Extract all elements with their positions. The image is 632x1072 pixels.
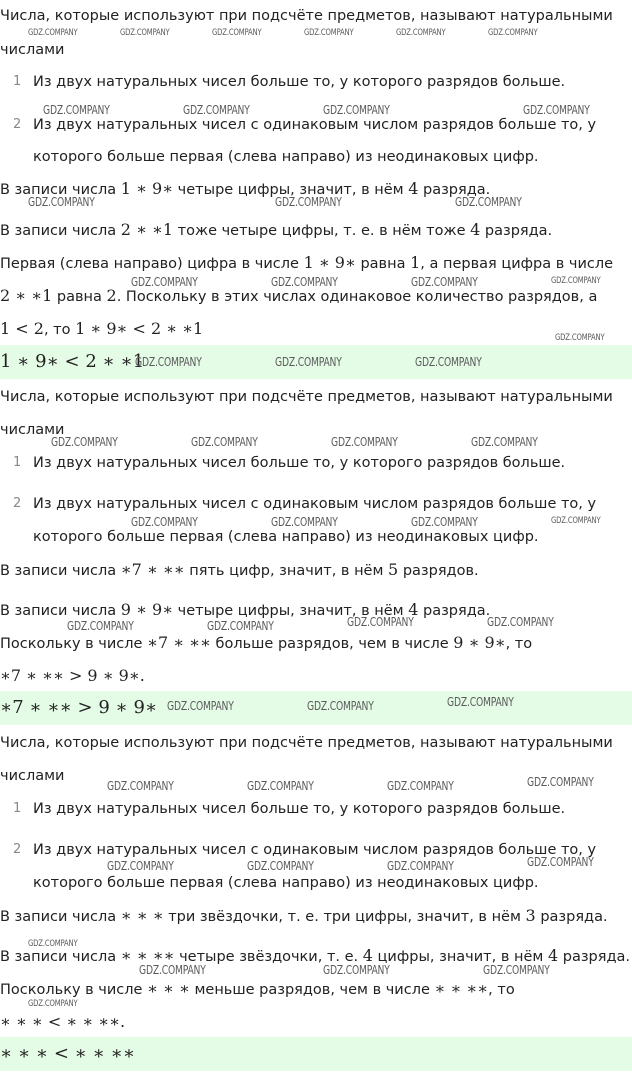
reasoning-line: В записи числа 9 ∗ 9∗ четыре цифры, значит, в нём 4 разряда. [0, 600, 491, 619]
math-expression: 1 ∗ 9∗ < 2 ∗ ∗1 [75, 319, 204, 338]
rule-text: Из двух натуральных чисел больше то, у которого разрядов больше. [33, 801, 566, 817]
math-expression: ∗7 ∗ ∗∗ > 9 ∗ 9∗. [0, 666, 145, 685]
watermark-text: GDZ.COMPANY [207, 619, 274, 633]
watermark-text: GDZ.COMPANY [307, 699, 374, 713]
watermark-text: GDZ.COMPANY [271, 275, 338, 289]
watermark-text: GDZ.COMPANY [212, 28, 262, 38]
reasoning-line: Первая (слева направо) цифра в числе 1 ∗ 9∗ равна 1, а первая цифра в числе [0, 253, 614, 272]
watermark-text: GDZ.COMPANY [527, 775, 594, 789]
rule-number: 1 [13, 74, 22, 89]
watermark-text: GDZ.COMPANY [183, 103, 250, 117]
watermark-text: GDZ.COMPANY [483, 963, 550, 977]
math-expression: ∗ ∗ ∗∗ [434, 979, 489, 998]
math-expression: ∗7 ∗ ∗∗ [120, 560, 185, 579]
watermark-text: GDZ.COMPANY [488, 28, 538, 38]
watermark-text: GDZ.COMPANY [331, 435, 398, 449]
math-number: 4 [470, 220, 481, 239]
reasoning-line: Поскольку в числе ∗7 ∗ ∗∗ больше разрядов, чем в числе 9 ∗ 9∗, то [0, 633, 533, 652]
rule-text: которого больше первая (слева направо) из неодинаковых цифр. [33, 875, 539, 891]
watermark-text: GDZ.COMPANY [304, 28, 354, 38]
intro-line: Числа, которые используют при подсчёте предметов, называют натуральными [0, 735, 613, 751]
watermark-text: GDZ.COMPANY [120, 28, 170, 38]
watermark-text: GDZ.COMPANY [107, 859, 174, 873]
watermark-text: GDZ.COMPANY [135, 355, 202, 369]
watermark-text: GDZ.COMPANY [455, 195, 522, 209]
watermark-text: GDZ.COMPANY [555, 333, 605, 343]
reasoning-line: 2 ∗ ∗1 равна 2. Поскольку в этих числах одинаковое количество разрядов, а [0, 286, 598, 305]
watermark-text: GDZ.COMPANY [167, 699, 234, 713]
watermark-text: GDZ.COMPANY [415, 355, 482, 369]
answer-box: 1 ∗ 9∗ < 2 ∗ ∗1 [0, 345, 632, 379]
reasoning-line: В записи числа ∗7 ∗ ∗∗ пять цифр, значит, в нём 5 разрядов. [0, 560, 479, 579]
watermark-text: GDZ.COMPANY [551, 516, 601, 526]
rule-text: которого больше первая (слева направо) из неодинаковых цифр. [33, 149, 539, 165]
reasoning-line: В записи числа 1 ∗ 9∗ четыре цифры, значит, в нём 4 разряда. [0, 179, 491, 198]
reasoning-line: В записи числа ∗ ∗ ∗∗ четыре звёздочки, т. е. 4 цифры, значит, в нём 4 разряда. [0, 946, 630, 965]
math-expression: 9 ∗ 9∗ [120, 600, 174, 619]
watermark-text: GDZ.COMPANY [131, 275, 198, 289]
math-number: 5 [388, 560, 399, 579]
math-expression: 1 ∗ 9∗ [303, 253, 356, 272]
math-number: 1 [410, 253, 421, 272]
math-number: 4 [408, 600, 419, 619]
math-expression: 1 ∗ 9∗ [120, 179, 174, 198]
math-expression: ∗ ∗ ∗ < ∗ ∗ ∗∗. [0, 1012, 126, 1031]
watermark-text: GDZ.COMPANY [275, 355, 342, 369]
math-number: 4 [408, 179, 419, 198]
watermark-text: GDZ.COMPANY [387, 859, 454, 873]
watermark-text: GDZ.COMPANY [51, 435, 118, 449]
watermark-text: GDZ.COMPANY [247, 859, 314, 873]
math-expression: ∗ ∗ ∗ [147, 979, 190, 998]
watermark-text: GDZ.COMPANY [347, 615, 414, 629]
reasoning-line: В записи числа ∗ ∗ ∗ три звёздочки, т. е. три цифры, значит, в нём 3 разряда. [0, 906, 608, 925]
watermark-text: GDZ.COMPANY [487, 615, 554, 629]
watermark-text: GDZ.COMPANY [28, 195, 95, 209]
watermark-text: GDZ.COMPANY [323, 963, 390, 977]
watermark-text: GDZ.COMPANY [471, 435, 538, 449]
watermark-text: GDZ.COMPANY [323, 103, 390, 117]
rule-text: Из двух натуральных чисел больше то, у которого разрядов больше. [33, 74, 566, 90]
rule-text: Из двух натуральных чисел с одинаковым числом разрядов больше то, у [33, 842, 597, 858]
watermark-text: GDZ.COMPANY [67, 619, 134, 633]
intro-line: Числа, которые используют при подсчёте предметов, называют натуральными [0, 8, 613, 24]
watermark-text: GDZ.COMPANY [131, 515, 198, 529]
math-number: 2 [106, 286, 117, 305]
intro-line: числами [0, 768, 65, 784]
watermark-text: GDZ.COMPANY [275, 195, 342, 209]
rule-number: 2 [13, 496, 22, 511]
math-expression: 2 ∗ ∗1 [0, 286, 53, 305]
watermark-text: GDZ.COMPANY [247, 779, 314, 793]
math-expression: ∗ ∗ ∗ [120, 906, 164, 925]
rule-number: 2 [13, 117, 22, 132]
reasoning-line [0, 666, 145, 687]
reasoning-line: Поскольку в числе ∗ ∗ ∗ меньше разрядов, чем в числе ∗ ∗ ∗∗, то [0, 979, 515, 998]
reasoning-line: 1 < 2, то 1 ∗ 9∗ < 2 ∗ ∗1 [0, 319, 204, 338]
math-number: 4 [362, 946, 373, 965]
rule-number: 1 [13, 801, 22, 816]
math-expression: 1 < 2 [0, 319, 44, 338]
watermark-text: GDZ.COMPANY [191, 435, 258, 449]
watermark-text: GDZ.COMPANY [447, 695, 514, 709]
watermark-text: GDZ.COMPANY [43, 103, 110, 117]
math-number: 3 [525, 906, 536, 925]
math-expression: 9 ∗ 9∗ [453, 633, 506, 652]
rule-text: Из двух натуральных чисел с одинаковым числом разрядов больше то, у [33, 117, 597, 133]
watermark-text: GDZ.COMPANY [411, 515, 478, 529]
watermark-text: GDZ.COMPANY [271, 515, 338, 529]
rule-number: 1 [13, 455, 22, 470]
watermark-text: GDZ.COMPANY [396, 28, 446, 38]
watermark-text: GDZ.COMPANY [551, 276, 601, 286]
answer-box: ∗7 ∗ ∗∗ > 9 ∗ 9∗ [0, 691, 632, 725]
watermark-text: GDZ.COMPANY [411, 275, 478, 289]
intro-line: числами [0, 422, 65, 438]
math-expression: 2 ∗ ∗1 [120, 220, 174, 239]
intro-line: Числа, которые используют при подсчёте предметов, называют натуральными [0, 389, 613, 405]
watermark-text: GDZ.COMPANY [139, 963, 206, 977]
watermark-text: GDZ.COMPANY [28, 28, 78, 38]
watermark-text: GDZ.COMPANY [523, 103, 590, 117]
reasoning-line [0, 1012, 125, 1033]
rule-text: Из двух натуральных чисел с одинаковым числом разрядов больше то, у [33, 496, 597, 512]
math-expression: ∗7 ∗ ∗∗ [147, 633, 211, 652]
rule-number: 2 [13, 842, 22, 857]
rule-text: Из двух натуральных чисел больше то, у которого разрядов больше. [33, 455, 566, 471]
answer-box: ∗ ∗ ∗ < ∗ ∗ ∗∗ [0, 1037, 632, 1071]
watermark-text: GDZ.COMPANY [107, 779, 174, 793]
watermark-text: GDZ.COMPANY [28, 999, 78, 1009]
math-number: 4 [547, 946, 559, 965]
rule-text: которого больше первая (слева направо) из неодинаковых цифр. [33, 529, 539, 545]
watermark-text: GDZ.COMPANY [527, 855, 594, 869]
watermark-text: GDZ.COMPANY [387, 779, 454, 793]
math-expression: ∗ ∗ ∗∗ [120, 946, 175, 965]
reasoning-line: В записи числа 2 ∗ ∗1 тоже четыре цифры, т. е. в нём тоже 4 разряда. [0, 220, 553, 239]
intro-line: числами [0, 42, 65, 58]
watermark-text: GDZ.COMPANY [28, 939, 78, 949]
